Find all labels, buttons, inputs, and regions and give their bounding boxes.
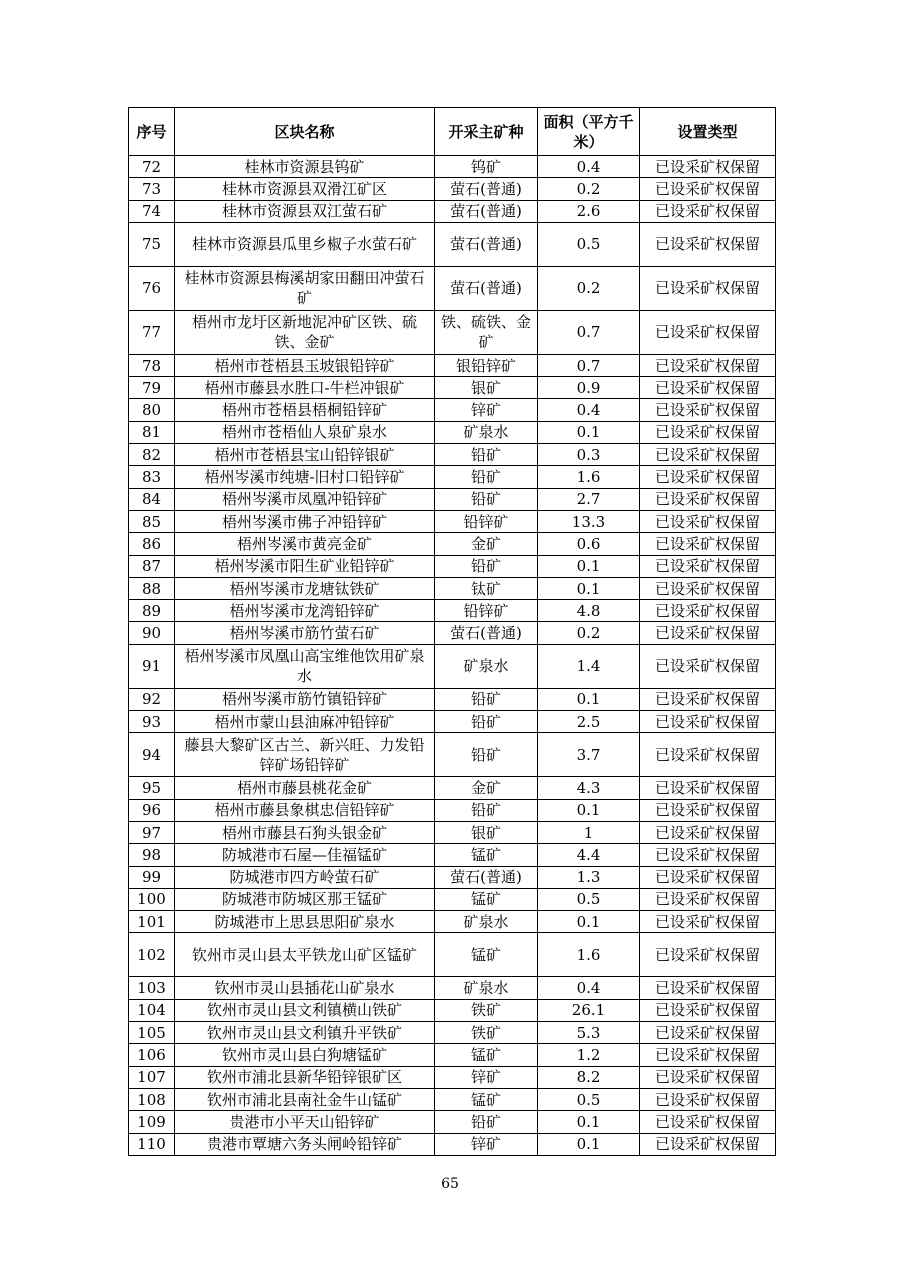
area-value: 4.4 — [538, 844, 640, 866]
row-number: 82 — [129, 444, 175, 466]
area-value: 2.6 — [538, 200, 640, 222]
block-name: 钦州市灵山县文利镇升平铁矿 — [175, 1022, 435, 1044]
block-name: 梧州市藤县象棋忠信铅锌矿 — [175, 799, 435, 821]
setting-type: 已设采矿权保留 — [640, 421, 776, 443]
setting-type: 已设采矿权保留 — [640, 222, 776, 266]
row-number: 88 — [129, 577, 175, 599]
table-row — [129, 377, 776, 399]
setting-type: 已设采矿权保留 — [640, 156, 776, 178]
main-mineral: 钨矿 — [435, 156, 538, 178]
row-number: 103 — [129, 977, 175, 999]
block-name: 梧州岑溪市黄亮金矿 — [175, 533, 435, 555]
setting-type: 已设采矿权保留 — [640, 488, 776, 510]
setting-type: 已设采矿权保留 — [640, 178, 776, 200]
main-mineral: 钛矿 — [435, 577, 538, 599]
area-value: 2.7 — [538, 488, 640, 510]
table-row — [129, 999, 776, 1021]
block-name: 贵港市覃塘六务头闸岭铅锌矿 — [175, 1133, 435, 1155]
setting-type: 已设采矿权保留 — [640, 1088, 776, 1110]
block-name: 防城港市石屋—佳福锰矿 — [175, 844, 435, 866]
block-name: 桂林市资源县双滑江矿区 — [175, 178, 435, 200]
main-mineral: 铅矿 — [435, 711, 538, 733]
row-number: 92 — [129, 688, 175, 710]
block-name: 桂林市资源县瓜里乡椒子水萤石矿 — [175, 222, 435, 266]
area-value: 13.3 — [538, 510, 640, 532]
main-mineral: 锰矿 — [435, 933, 538, 977]
row-number: 97 — [129, 821, 175, 843]
row-number: 101 — [129, 911, 175, 933]
block-name: 钦州市浦北县新华铅锌银矿区 — [175, 1066, 435, 1088]
area-value: 8.2 — [538, 1066, 640, 1088]
row-number: 81 — [129, 421, 175, 443]
setting-type: 已设采矿权保留 — [640, 644, 776, 688]
area-value: 0.5 — [538, 1088, 640, 1110]
table-row — [129, 1088, 776, 1110]
header-type: 设置类型 — [640, 108, 776, 156]
row-number: 76 — [129, 266, 175, 310]
row-number: 86 — [129, 533, 175, 555]
block-name: 藤县大黎矿区古兰、新兴旺、力发铅锌矿场铅锌矿 — [175, 733, 435, 777]
area-value: 0.1 — [538, 1111, 640, 1133]
block-name: 梧州市苍梧县梧桐铅锌矿 — [175, 399, 435, 421]
setting-type: 已设采矿权保留 — [640, 733, 776, 777]
table-row — [129, 310, 776, 354]
main-mineral: 萤石(普通) — [435, 200, 538, 222]
main-mineral: 锌矿 — [435, 399, 538, 421]
main-mineral: 铁矿 — [435, 1022, 538, 1044]
block-name: 梧州市苍梧县宝山铅锌银矿 — [175, 444, 435, 466]
row-number: 80 — [129, 399, 175, 421]
block-name: 梧州岑溪市阳生矿业铅锌矿 — [175, 555, 435, 577]
area-value: 0.1 — [538, 555, 640, 577]
area-value: 0.9 — [538, 377, 640, 399]
row-number: 78 — [129, 354, 175, 376]
row-number: 84 — [129, 488, 175, 510]
block-name: 梧州岑溪市凤凰冲铅锌矿 — [175, 488, 435, 510]
table-row — [129, 399, 776, 421]
table-header-row — [129, 108, 776, 156]
table-row — [129, 622, 776, 644]
main-mineral: 矿泉水 — [435, 644, 538, 688]
main-mineral: 铁矿 — [435, 999, 538, 1021]
row-number: 77 — [129, 310, 175, 354]
table-row — [129, 533, 776, 555]
setting-type: 已设采矿权保留 — [640, 310, 776, 354]
main-mineral: 铅矿 — [435, 488, 538, 510]
main-mineral: 金矿 — [435, 533, 538, 555]
block-name: 钦州市灵山县白狗塘锰矿 — [175, 1044, 435, 1066]
main-mineral: 锰矿 — [435, 1088, 538, 1110]
setting-type: 已设采矿权保留 — [640, 999, 776, 1021]
setting-type: 已设采矿权保留 — [640, 799, 776, 821]
setting-type: 已设采矿权保留 — [640, 399, 776, 421]
row-number: 102 — [129, 933, 175, 977]
area-value: 1.3 — [538, 866, 640, 888]
area-value: 0.7 — [538, 354, 640, 376]
table-row — [129, 222, 776, 266]
table-row — [129, 733, 776, 777]
setting-type: 已设采矿权保留 — [640, 866, 776, 888]
main-mineral: 铅矿 — [435, 733, 538, 777]
setting-type: 已设采矿权保留 — [640, 510, 776, 532]
setting-type: 已设采矿权保留 — [640, 354, 776, 376]
area-value: 0.6 — [538, 533, 640, 555]
block-name: 梧州岑溪市纯塘-旧村口铅锌矿 — [175, 466, 435, 488]
block-name: 防城港市防城区那王锰矿 — [175, 888, 435, 910]
block-name: 梧州市苍梧仙人泉矿泉水 — [175, 421, 435, 443]
area-value: 0.3 — [538, 444, 640, 466]
area-value: 0.2 — [538, 266, 640, 310]
table-row — [129, 488, 776, 510]
table-row — [129, 777, 776, 799]
main-mineral: 铁、硫铁、金矿 — [435, 310, 538, 354]
setting-type: 已设采矿权保留 — [640, 821, 776, 843]
area-value: 0.1 — [538, 688, 640, 710]
main-mineral: 锌矿 — [435, 1133, 538, 1155]
row-number: 94 — [129, 733, 175, 777]
table-row — [129, 888, 776, 910]
row-number: 106 — [129, 1044, 175, 1066]
table-row — [129, 266, 776, 310]
row-number: 87 — [129, 555, 175, 577]
row-number: 85 — [129, 510, 175, 532]
header-mineral: 开采主矿种 — [435, 108, 538, 156]
table-row — [129, 866, 776, 888]
area-value: 2.5 — [538, 711, 640, 733]
area-value: 0.1 — [538, 577, 640, 599]
main-mineral: 萤石(普通) — [435, 222, 538, 266]
main-mineral: 铅矿 — [435, 688, 538, 710]
table-row — [129, 844, 776, 866]
row-number: 107 — [129, 1066, 175, 1088]
block-name: 钦州市灵山县太平铁龙山矿区锰矿 — [175, 933, 435, 977]
table-row — [129, 577, 776, 599]
main-mineral: 铅矿 — [435, 444, 538, 466]
block-name: 钦州市灵山县插花山矿泉水 — [175, 977, 435, 999]
block-name: 防城港市上思县思阳矿泉水 — [175, 911, 435, 933]
block-name: 梧州岑溪市筋竹萤石矿 — [175, 622, 435, 644]
table-row — [129, 444, 776, 466]
table-row — [129, 1022, 776, 1044]
area-value: 4.3 — [538, 777, 640, 799]
table-row — [129, 421, 776, 443]
row-number: 91 — [129, 644, 175, 688]
setting-type: 已设采矿权保留 — [640, 600, 776, 622]
main-mineral: 铅矿 — [435, 1111, 538, 1133]
main-mineral: 矿泉水 — [435, 421, 538, 443]
row-number: 105 — [129, 1022, 175, 1044]
main-mineral: 萤石(普通) — [435, 178, 538, 200]
row-number: 89 — [129, 600, 175, 622]
block-name: 梧州市龙圩区新地泥冲矿区铁、硫铁、金矿 — [175, 310, 435, 354]
header-block-name: 区块名称 — [175, 108, 435, 156]
table-row — [129, 977, 776, 999]
block-name: 梧州岑溪市龙塘钛铁矿 — [175, 577, 435, 599]
block-name: 梧州岑溪市筋竹镇铅锌矿 — [175, 688, 435, 710]
header-no: 序号 — [129, 108, 175, 156]
setting-type: 已设采矿权保留 — [640, 1133, 776, 1155]
header-area: 面积（平方千米） — [538, 108, 640, 156]
block-name: 梧州市藤县水胜口-牛栏冲银矿 — [175, 377, 435, 399]
main-mineral: 萤石(普通) — [435, 866, 538, 888]
main-mineral: 金矿 — [435, 777, 538, 799]
block-name: 梧州市苍梧县玉坡银铅锌矿 — [175, 354, 435, 376]
main-mineral: 矿泉水 — [435, 911, 538, 933]
row-number: 99 — [129, 866, 175, 888]
page-number: 65 — [441, 1176, 459, 1192]
main-mineral: 锰矿 — [435, 1044, 538, 1066]
row-number: 75 — [129, 222, 175, 266]
table-row — [129, 1066, 776, 1088]
area-value: 3.7 — [538, 733, 640, 777]
main-mineral: 锌矿 — [435, 1066, 538, 1088]
main-mineral: 铅矿 — [435, 799, 538, 821]
table-row — [129, 510, 776, 532]
main-mineral: 铅矿 — [435, 555, 538, 577]
setting-type: 已设采矿权保留 — [640, 622, 776, 644]
table-row — [129, 600, 776, 622]
area-value: 1.6 — [538, 466, 640, 488]
area-value: 0.4 — [538, 399, 640, 421]
main-mineral: 银矿 — [435, 377, 538, 399]
main-mineral: 萤石(普通) — [435, 266, 538, 310]
setting-type: 已设采矿权保留 — [640, 1044, 776, 1066]
table-row — [129, 555, 776, 577]
setting-type: 已设采矿权保留 — [640, 977, 776, 999]
row-number: 104 — [129, 999, 175, 1021]
table-row — [129, 200, 776, 222]
row-number: 100 — [129, 888, 175, 910]
block-name: 钦州市浦北县南社金牛山锰矿 — [175, 1088, 435, 1110]
area-value: 0.1 — [538, 1133, 640, 1155]
row-number: 73 — [129, 178, 175, 200]
setting-type: 已设采矿权保留 — [640, 844, 776, 866]
table-row — [129, 799, 776, 821]
main-mineral: 铅矿 — [435, 466, 538, 488]
main-mineral: 银铅锌矿 — [435, 354, 538, 376]
setting-type: 已设采矿权保留 — [640, 200, 776, 222]
area-value: 0.2 — [538, 622, 640, 644]
area-value: 0.1 — [538, 799, 640, 821]
table-row — [129, 354, 776, 376]
main-mineral: 铅锌矿 — [435, 510, 538, 532]
row-number: 108 — [129, 1088, 175, 1110]
table-row — [129, 1044, 776, 1066]
setting-type: 已设采矿权保留 — [640, 533, 776, 555]
setting-type: 已设采矿权保留 — [640, 933, 776, 977]
row-number: 98 — [129, 844, 175, 866]
row-number: 93 — [129, 711, 175, 733]
area-value: 1.4 — [538, 644, 640, 688]
main-mineral: 矿泉水 — [435, 977, 538, 999]
row-number: 95 — [129, 777, 175, 799]
block-name: 梧州市藤县桃花金矿 — [175, 777, 435, 799]
area-value: 1 — [538, 821, 640, 843]
main-mineral: 锰矿 — [435, 844, 538, 866]
block-name: 梧州岑溪市凤凰山高宝维他饮用矿泉水 — [175, 644, 435, 688]
block-name: 梧州岑溪市佛子冲铅锌矿 — [175, 510, 435, 532]
area-value: 0.7 — [538, 310, 640, 354]
table-body — [129, 156, 776, 1156]
block-name: 贵港市小平天山铅锌矿 — [175, 1111, 435, 1133]
area-value: 0.1 — [538, 421, 640, 443]
area-value: 5.3 — [538, 1022, 640, 1044]
table-row — [129, 933, 776, 977]
row-number: 79 — [129, 377, 175, 399]
row-number: 96 — [129, 799, 175, 821]
area-value: 4.8 — [538, 600, 640, 622]
setting-type: 已设采矿权保留 — [640, 711, 776, 733]
row-number: 109 — [129, 1111, 175, 1133]
block-name: 防城港市四方岭萤石矿 — [175, 866, 435, 888]
block-name: 桂林市资源县钨矿 — [175, 156, 435, 178]
main-mineral: 锰矿 — [435, 888, 538, 910]
setting-type: 已设采矿权保留 — [640, 577, 776, 599]
block-name: 钦州市灵山县文利镇横山铁矿 — [175, 999, 435, 1021]
area-value: 1.2 — [538, 1044, 640, 1066]
table-row — [129, 1133, 776, 1155]
setting-type: 已设采矿权保留 — [640, 555, 776, 577]
row-number: 74 — [129, 200, 175, 222]
area-value: 0.5 — [538, 888, 640, 910]
main-mineral: 银矿 — [435, 821, 538, 843]
table-row — [129, 688, 776, 710]
setting-type: 已设采矿权保留 — [640, 777, 776, 799]
row-number: 72 — [129, 156, 175, 178]
block-name: 梧州市蒙山县油麻冲铅锌矿 — [175, 711, 435, 733]
row-number: 90 — [129, 622, 175, 644]
main-mineral: 铅锌矿 — [435, 600, 538, 622]
table-row — [129, 644, 776, 688]
table-row — [129, 178, 776, 200]
area-value: 0.1 — [538, 911, 640, 933]
table-row — [129, 1111, 776, 1133]
table-row — [129, 466, 776, 488]
area-value: 0.4 — [538, 156, 640, 178]
block-name: 梧州市藤县石狗头银金矿 — [175, 821, 435, 843]
setting-type: 已设采矿权保留 — [640, 688, 776, 710]
table-row — [129, 711, 776, 733]
setting-type: 已设采矿权保留 — [640, 1066, 776, 1088]
row-number: 110 — [129, 1133, 175, 1155]
table-row — [129, 911, 776, 933]
block-name: 桂林市资源县双江萤石矿 — [175, 200, 435, 222]
setting-type: 已设采矿权保留 — [640, 377, 776, 399]
setting-type: 已设采矿权保留 — [640, 466, 776, 488]
main-mineral: 萤石(普通) — [435, 622, 538, 644]
row-number: 83 — [129, 466, 175, 488]
setting-type: 已设采矿权保留 — [640, 888, 776, 910]
setting-type: 已设采矿权保留 — [640, 911, 776, 933]
area-value: 0.2 — [538, 178, 640, 200]
setting-type: 已设采矿权保留 — [640, 1022, 776, 1044]
setting-type: 已设采矿权保留 — [640, 1111, 776, 1133]
block-name: 桂林市资源县梅溪胡家田翻田冲萤石矿 — [175, 266, 435, 310]
mining-area-table — [128, 107, 776, 1156]
setting-type: 已设采矿权保留 — [640, 444, 776, 466]
block-name: 梧州岑溪市龙湾铅锌矿 — [175, 600, 435, 622]
table-row — [129, 156, 776, 178]
setting-type: 已设采矿权保留 — [640, 266, 776, 310]
area-value: 26.1 — [538, 999, 640, 1021]
area-value: 0.5 — [538, 222, 640, 266]
table-row — [129, 821, 776, 843]
area-value: 1.6 — [538, 933, 640, 977]
area-value: 0.4 — [538, 977, 640, 999]
